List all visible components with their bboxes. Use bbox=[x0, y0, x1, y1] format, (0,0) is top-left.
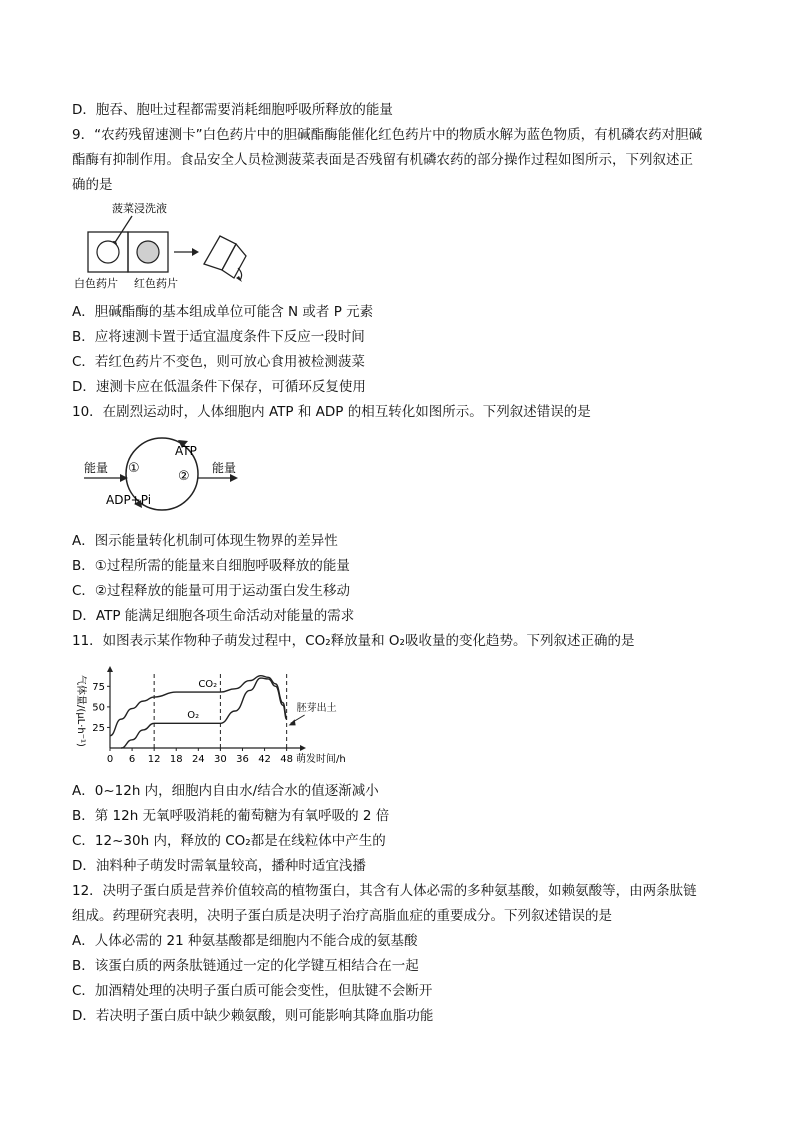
q10-label-step2: ② bbox=[178, 469, 190, 484]
q10-option-c: C．②过程释放的能量可用于运动蛋白发生移动 bbox=[72, 583, 351, 599]
q9-option-c: C．若红色药片不变色，则可放心食用被检测菠菜 bbox=[72, 354, 365, 370]
q11-option-a: A．0~12h 内，细胞内自由水/结合水的值逐渐减小 bbox=[72, 783, 379, 799]
q9-test-card-figure bbox=[72, 198, 252, 292]
x-tick-label: 36 bbox=[236, 754, 249, 765]
q10-label-step1: ① bbox=[128, 461, 140, 476]
q9-label-red: 红色药片 bbox=[134, 277, 178, 290]
x-axis-label: 萌发时间/h bbox=[296, 754, 346, 765]
q9-stem-line3: 确的是 bbox=[72, 177, 113, 193]
series-label-co2: CO₂ bbox=[198, 678, 218, 690]
q10-stem: 10．在剧烈运动时，人体细胞内 ATP 和 ADP 的相互转化如图所示。下列叙述错误的是 bbox=[72, 404, 591, 420]
x-axis-arrow bbox=[300, 745, 306, 751]
q10-option-a: A．图示能量转化机制可体现生物界的差异性 bbox=[72, 533, 338, 549]
q12-stem-line2: 组成。药理研究表明，决明子蛋白质是决明子治疗高脂血症的重要成分。下列叙述错误的是 bbox=[72, 908, 612, 924]
q10-label-adp: ADP+Pi bbox=[106, 493, 152, 507]
x-tick-label: 48 bbox=[280, 754, 294, 765]
q12-stem-line1: 12．决明子蛋白质是营养价值较高的植物蛋白，其含有人体必需的多种氨基酸，如赖氨酸等，由两条肽链 bbox=[72, 883, 697, 899]
q9-stem-line1: 9．“农药残留速测卡”白色药片中的胆碱酯酶能催化红色药片中的物质水解为蓝色物质，有机磷农药对胆碱 bbox=[72, 127, 703, 143]
y-axis-label: 气体量/(μL·h⁻¹) bbox=[75, 675, 86, 747]
q12-option-b: B．该蛋白质的两条肽链通过一定的化学键互相结合在一起 bbox=[72, 958, 419, 974]
y-tick-label: 50 bbox=[92, 702, 105, 714]
q9-option-a: A．胆碱酯酶的基本组成单位可能含 N 或者 P 元素 bbox=[72, 304, 374, 320]
q11-option-b: B．第 12h 无氧呼吸消耗的葡萄糖为有氧呼吸的 2 倍 bbox=[72, 808, 390, 824]
x-tick-label: 6 bbox=[128, 754, 136, 765]
q10-label-energy-out: 能量 bbox=[212, 461, 237, 475]
q9-label-wash: 菠菜浸洗液 bbox=[112, 202, 167, 215]
x-tick-label: 24 bbox=[191, 754, 205, 765]
q10-option-d: D．ATP 能满足细胞各项生命活动对能量的需求 bbox=[72, 608, 355, 624]
annotation-label: 胚芽出土 bbox=[296, 703, 337, 714]
q10-atp-cycle-figure bbox=[72, 426, 252, 518]
y-tick-label: 25 bbox=[92, 722, 105, 734]
q11-gas-chart bbox=[72, 664, 362, 774]
q10-option-b: B．①过程所需的能量来自细胞呼吸释放的能量 bbox=[72, 558, 350, 574]
x-tick-label: 18 bbox=[169, 754, 183, 765]
q11-option-d: D．油料种子萌发时需氧量较高，播种时适宜浅播 bbox=[72, 858, 366, 874]
x-tick-label: 0 bbox=[106, 754, 114, 765]
q9-stem-line2: 酯酶有抑制作用。食品安全人员检测菠菜表面是否残留有机磷农药的部分操作过程如图所示，下列叙述正 bbox=[72, 152, 693, 168]
q8-option-d: D．胞吞、胞吐过程都需要消耗细胞呼吸所释放的能量 bbox=[72, 102, 393, 118]
q12-option-d: D．若决明子蛋白质中缺少赖氨酸，则可能影响其降血脂功能 bbox=[72, 1008, 434, 1024]
q11-stem: 11．如图表示某作物种子萌发过程中，CO₂释放量和 O₂吸收量的变化趋势。下列叙述正确的是 bbox=[72, 633, 635, 649]
series-label-o2: O₂ bbox=[187, 710, 200, 722]
q12-option-c: C．加酒精处理的决明子蛋白质可能会变性，但肽键不会断开 bbox=[72, 983, 433, 999]
q9-label-white: 白色药片 bbox=[74, 277, 118, 290]
q12-option-a: A．人体必需的 21 种氨基酸都是细胞内不能合成的氨基酸 bbox=[72, 933, 418, 949]
q9-option-b: B．应将速测卡置于适宜温度条件下反应一段时间 bbox=[72, 329, 365, 345]
x-tick-label: 30 bbox=[214, 754, 227, 765]
y-tick-label: 75 bbox=[92, 681, 105, 693]
x-tick-label: 12 bbox=[147, 754, 161, 765]
q10-label-atp: ATP bbox=[175, 444, 197, 458]
annotation-arrowhead bbox=[289, 719, 296, 725]
q10-label-energy-in: 能量 bbox=[84, 461, 109, 475]
x-tick-label: 42 bbox=[258, 754, 271, 765]
y-axis-arrow bbox=[107, 666, 113, 672]
q9-option-d: D．速测卡应在低温条件下保存，可循环反复使用 bbox=[72, 379, 366, 395]
q11-option-c: C．12~30h 内，释放的 CO₂都是在线粒体中产生的 bbox=[72, 833, 386, 849]
